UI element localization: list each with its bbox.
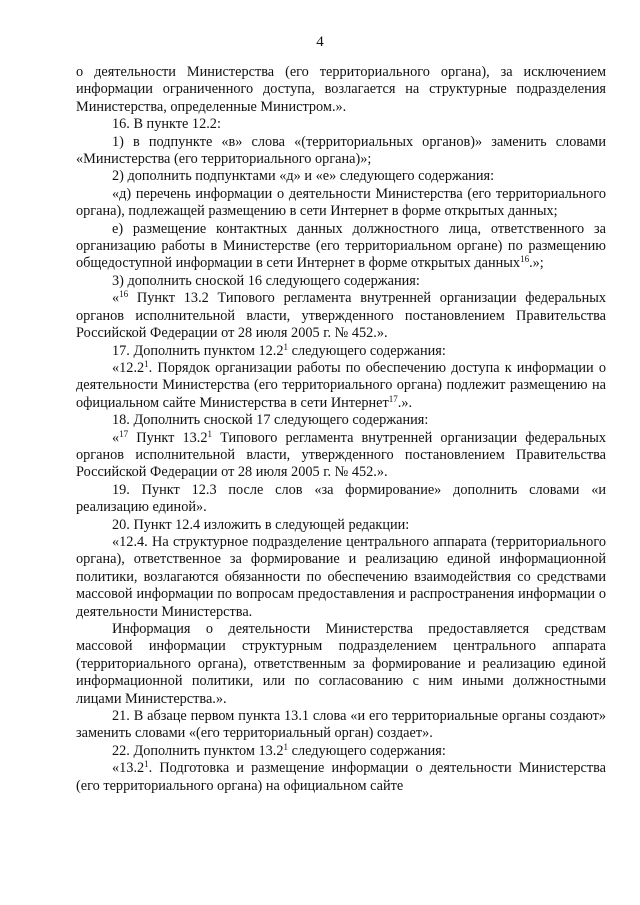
footnote-marker: 16 [119, 289, 129, 300]
paragraph [76, 343, 606, 360]
paragraph [76, 412, 606, 429]
paragraph [76, 430, 606, 482]
paragraph-text: .». [397, 394, 413, 411]
footnote-marker: 17 [119, 428, 129, 439]
paragraph-text: «д) перечень информации о деятельности Министерства (его территориального органа), подлежащей размещению в сети Интернет в форме открытых данных; [76, 185, 606, 220]
paragraph [76, 273, 606, 290]
page-number: 4 [316, 34, 324, 50]
footnote-marker: 1 [283, 341, 289, 352]
paragraph-text: .»; [529, 255, 544, 272]
paragraph [76, 534, 606, 621]
paragraph-text: . Подготовка и размещение информации о деятельности Министерства (его территориального органа) на официальном сайте [76, 760, 606, 794]
paragraph-text: 3) дополнить сноской 16 следующего содержания: [112, 272, 420, 289]
footnote-marker: 1 [283, 741, 289, 752]
paragraph [76, 134, 606, 169]
paragraph-text: о деятельности Министерства (его территориального органа), за исключением информации ограниченного доступа, возлагается на структурные подразделения Министерства, определенные Министром.». [76, 64, 606, 115]
paragraph [76, 621, 606, 708]
document-body [76, 64, 606, 795]
paragraph-text: 20. Пункт 12.4 изложить в следующей редакции: [112, 516, 410, 533]
paragraph [76, 360, 606, 412]
paragraph [76, 517, 606, 534]
paragraph-text: 16. В пункте 12.2: [112, 116, 221, 133]
paragraph [76, 708, 606, 743]
footnote-marker: 17 [388, 393, 398, 404]
paragraph [76, 482, 606, 517]
paragraph-text: 22. Дополнить пунктом 13.2 [112, 742, 284, 759]
footnote-marker: 1 [144, 358, 149, 369]
footnote-marker: 16 [520, 254, 530, 265]
paragraph-text: 19. Пункт 12.3 после слов «за формирование» дополнить словами «и реализацию единой». [76, 481, 606, 516]
paragraph-text: следующего содержания: [288, 742, 446, 759]
paragraph-text: «13.2 [112, 760, 145, 777]
paragraph-text: Пункт 13.2 Типового регламента внутренней организации федеральных органов исполнительной власти, утвержденного постановлением Правительства Российской Федерации от 28 июля 2005 г. № 452.». [76, 290, 606, 342]
paragraph [76, 168, 606, 185]
paragraph [76, 186, 606, 221]
paragraph-text: 17. Дополнить пунктом 12.2 [112, 342, 284, 359]
paragraph-text: Информация о деятельности Министерства предоставляется средствам массовой информации структурным подразделением центрального аппарата (территориального органа), ответственным за формирование и реализацию единой информационной политики, или по согласованию с ним иными должностными лицами Министерства.». [76, 621, 606, 707]
paragraph [76, 221, 606, 273]
paragraph-text: Типового регламента внутренней организации федеральных органов исполнительной власти, утвержденного постановлением Правительства Российской Федерации от 28 июля 2005 г. № 452.». [76, 429, 606, 481]
paragraph-text: 2) дополнить подпунктами «д» и «е» следующего содержания: [112, 168, 495, 185]
paragraph [76, 116, 606, 133]
paragraph-text: 18. Дополнить сноской 17 следующего содержания: [112, 412, 429, 429]
paragraph-text: «12.2 [112, 359, 145, 376]
paragraph-text: Пункт 13.2 [128, 429, 208, 446]
footnote-marker: 1 [144, 759, 149, 770]
paragraph [76, 743, 606, 760]
paragraph [76, 64, 606, 116]
footnote-marker: 1 [207, 428, 213, 439]
paragraph-text: « [112, 429, 120, 446]
paragraph-text: « [112, 290, 120, 307]
paragraph-text: следующего содержания: [288, 342, 446, 359]
paragraph-text: . Порядок организации работы по обеспечению доступа к информации о деятельности Министерства (его территориального органа) подлежит размещению на официальном сайте Министерства в сети Интернет [76, 359, 606, 411]
paragraph-text: «12.4. На структурное подразделение центрального аппарата (территориального органа), ответственное за формирование и реализацию единой информационной политики, возлагаются обязанности по обеспечению взаимодействия со средствами массовой информации по вопросам предоставления и распространения информации о деятельности Министерства. [76, 533, 606, 620]
paragraph-text: е) размещение контактных данных должностного лица, ответственного за организацию работы в Министерстве (его территориальном органе) по размещению общедоступной информации в сети Интернет в форме открытых данных [76, 220, 606, 272]
paragraph-text: 1) в подпункте «в» слова «(территориальных органов)» заменить словами «Министерства (его территориального органа)»; [76, 133, 606, 168]
paragraph [76, 760, 606, 795]
paragraph [76, 290, 606, 342]
paragraph-text: 21. В абзаце первом пункта 13.1 слова «и его территориальные органы создают» заменить словами «(его территориальный орган) создает». [76, 708, 606, 742]
